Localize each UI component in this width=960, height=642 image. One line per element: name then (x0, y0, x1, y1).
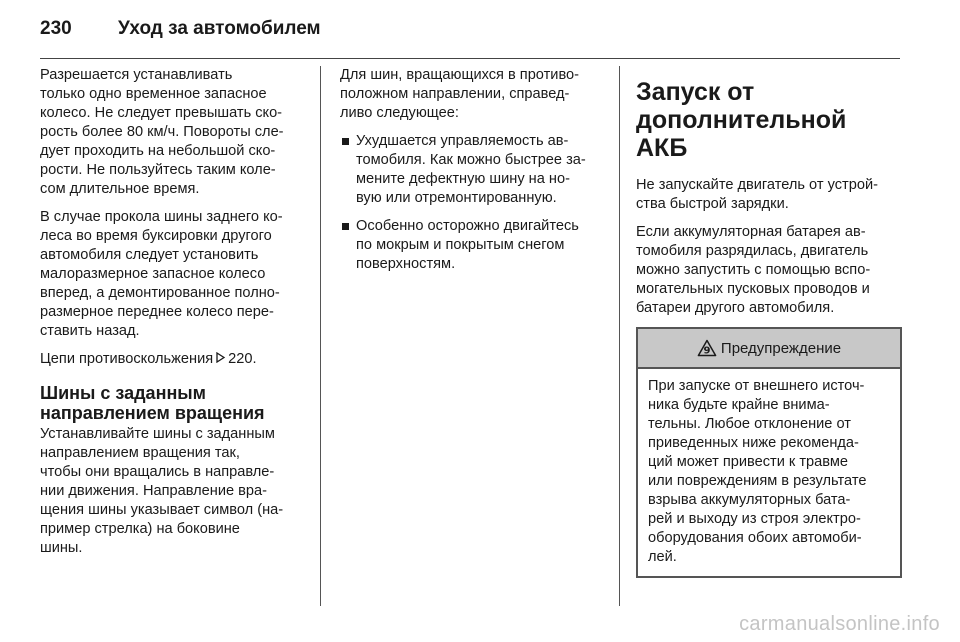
column-divider-2 (619, 66, 620, 606)
column-right (636, 66, 902, 578)
warning-body (638, 369, 900, 576)
warning-header (638, 329, 900, 369)
warning-triangle-icon (697, 339, 717, 357)
paragraph-spare-wheel: Разрешается устанавливать только одно временное запасное колесо. Не следует превышать ско‐ рость более 80 км/ч. Повороты сле‐ дует проходить на небольшой ско‐ рости. Не пользуйтесь таким коле‐ сом длительное время. (40, 67, 284, 197)
paragraph-puncture-towing: В случае прокола шины заднего ко‐ леса во время буксировки другого автомобиля следует установить малоразмерное запасное колесо вперед, а демонтированное полно‐ размерное переднее колесо пере‐ ставить назад. (40, 209, 283, 339)
list-item (340, 132, 606, 208)
paragraph-no-fast-charger: Не запускайте двигатель от устрой‐ ства быстрой зарядки. (636, 177, 878, 212)
bullet-square-icon (342, 223, 349, 230)
column-middle (340, 66, 606, 283)
list-item-text: Ухудшается управляемость ав‐ томобиля. Как можно быстрее за‐ мените дефектную шину на но‐ вую или отремонтированную. (356, 133, 586, 206)
paragraph-opposite-direction: Для шин, вращающихся в противо‐ положном направлении, справед‐ ливо следующее: (340, 67, 580, 121)
bullet-list (340, 132, 606, 274)
column-left (40, 66, 306, 567)
paragraph-jump-start: Если аккумуляторная батарея ав‐ томобиля разрядилась, двигатель можно запустить с помощью вспо‐ могательных пусковых проводов и батареи другого автомобиля. (636, 224, 871, 316)
list-item (340, 217, 606, 274)
warning-text: При запуске от внешнего источ‐ ника будьте крайне внима‐ тельны. Любое отклонение от приведенных ниже рекоменда‐ ций может привести к травме или повреждениям в результате взрыва аккумуляторных бата‐ рей и выходу из строя электро‐ оборудования обоих автомоби‐ лей. (648, 378, 867, 565)
header-divider (40, 58, 900, 59)
paragraph-directional-tyres: Устанавливайте шины с заданным направлением вращения так, чтобы они вращались в направле‐ нии движения. Направление вра‐ щения шины указывает символ (на‐ пример стрелка) на боковине шины. (40, 426, 284, 556)
warning-title: Предупреждение (720, 339, 842, 357)
list-item-text: Особенно осторожно двигайтесь по мокрым и покрытым снегом поверхностям. (356, 218, 579, 272)
column-divider-1 (320, 66, 321, 606)
svg-text:9: 9 (703, 345, 711, 357)
snow-chains-page-ref: 220. (228, 351, 257, 367)
warning-box (636, 327, 902, 578)
paragraph-snow-chains (40, 350, 306, 369)
bullet-square-icon (342, 138, 349, 145)
page-number: 230 (40, 18, 72, 39)
watermark: carmanualsonline.info (739, 613, 940, 635)
section-heading-jump-start: Запуск от дополнительной АКБ (636, 78, 847, 162)
section-heading-directional-tyres: Шины с заданным направлением вращения (40, 383, 265, 423)
page-reference-icon (215, 350, 226, 369)
snow-chains-text: Цепи противоскольжения (40, 351, 214, 367)
page-title: Уход за автомобилем (118, 18, 321, 39)
